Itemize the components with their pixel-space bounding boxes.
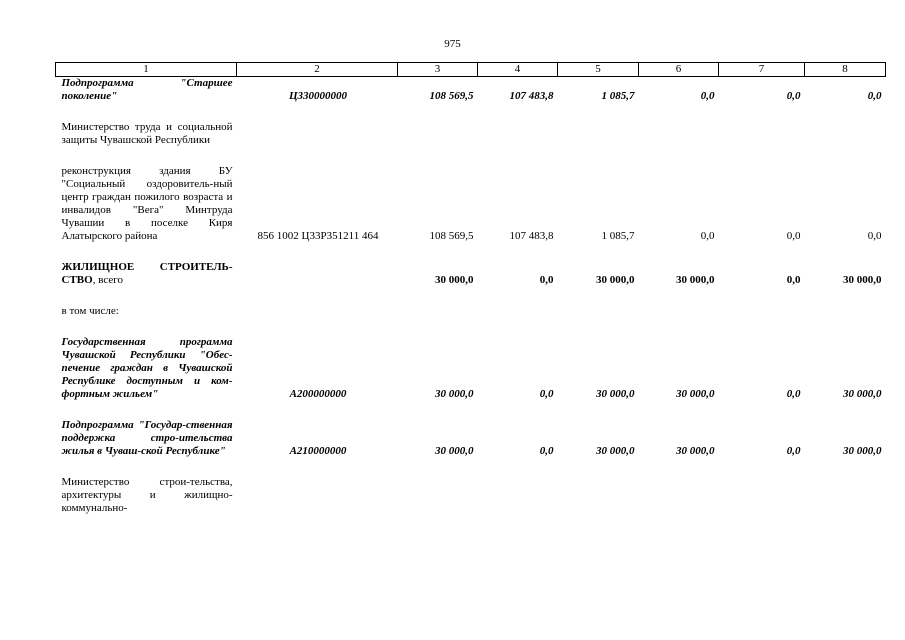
budget-table xyxy=(55,62,886,515)
row-value: 30 000,0 xyxy=(596,388,635,400)
row-value: 108 569,5 xyxy=(429,90,474,102)
row-value: 30 000,0 xyxy=(676,274,715,286)
row-value: 30 000,0 xyxy=(596,274,635,286)
row-value: 30 000,0 xyxy=(843,274,882,286)
table-row xyxy=(56,419,886,458)
row-code: А200000000 xyxy=(289,388,347,400)
table-row xyxy=(56,165,886,243)
column-header: 7 xyxy=(719,63,805,77)
row-value: 0,0 xyxy=(786,230,801,242)
row-code: 856 1002 Ц33Р351211 464 xyxy=(257,230,379,242)
table-row xyxy=(56,261,886,287)
column-header: 3 xyxy=(398,63,478,77)
table-row xyxy=(56,476,886,515)
row-value: 0,0 xyxy=(539,445,554,457)
row-name: Министерство строи-тельства, архитектуры и жилищно-коммунально- xyxy=(61,476,233,514)
row-code: Ц330000000 xyxy=(288,90,348,102)
row-value: 0,0 xyxy=(539,274,554,286)
row-name: в том числе: xyxy=(61,305,119,317)
page-number: 975 xyxy=(444,38,461,50)
row-value: 30 000,0 xyxy=(676,388,715,400)
row-value: 30 000,0 xyxy=(843,388,882,400)
row-value: 0,0 xyxy=(867,230,882,242)
column-header: 1 xyxy=(56,63,237,77)
row-value: 108 569,5 xyxy=(429,230,474,242)
row-value: 107 483,8 xyxy=(509,230,554,242)
row-value: 0,0 xyxy=(700,90,715,102)
row-value: 0,0 xyxy=(786,274,801,286)
row-value: 107 483,8 xyxy=(509,90,554,102)
row-value: 30 000,0 xyxy=(435,445,474,457)
row-name xyxy=(56,261,237,287)
row-value: 1 085,7 xyxy=(601,90,635,102)
table-row xyxy=(56,121,886,147)
row-name: Государственная программа Чувашской Республики "Обес-печение граждан в Чувашской Республике доступным и ком-фортным жильем" xyxy=(61,336,233,400)
row-value: 1 085,7 xyxy=(601,230,635,242)
row-code: А210000000 xyxy=(289,445,347,457)
row-value: 30 000,0 xyxy=(435,274,474,286)
column-number-row xyxy=(56,63,886,77)
row-name: Министерство труда и социальной защиты Чувашской Республики xyxy=(61,121,233,146)
row-value: 0,0 xyxy=(786,388,801,400)
column-header: 4 xyxy=(478,63,558,77)
column-header: 2 xyxy=(237,63,398,77)
row-value: 30 000,0 xyxy=(843,445,882,457)
column-header: 6 xyxy=(639,63,719,77)
table-row xyxy=(56,77,886,104)
column-header: 8 xyxy=(805,63,886,77)
row-value: 30 000,0 xyxy=(676,445,715,457)
row-name-suffix: , всего xyxy=(92,274,123,286)
table-row xyxy=(56,336,886,401)
row-value: 30 000,0 xyxy=(596,445,635,457)
row-name-main: ЖИЛИЩНОЕ СТРОИТЕЛЬ-СТВО xyxy=(61,261,233,286)
row-value: 0,0 xyxy=(700,230,715,242)
row-name: Подпрограмма "Государ-ственная поддержка стро-ительства жилья в Чуваш-ской Республике" xyxy=(61,419,233,457)
row-value: 0,0 xyxy=(539,388,554,400)
row-name: реконструкция здания БУ "Социальный оздоровитель-ный центр граждан пожилого возраста и инвалидов "Вега" Минтруда Чувашии в поселке Киря Алатырского района xyxy=(61,165,233,242)
row-value: 30 000,0 xyxy=(435,388,474,400)
row-value: 0,0 xyxy=(867,90,882,102)
table-row xyxy=(56,305,886,318)
column-header: 5 xyxy=(558,63,639,77)
row-name: Подпрограмма "Старшее поколение" xyxy=(61,77,233,102)
row-value: 0,0 xyxy=(786,445,801,457)
row-value: 0,0 xyxy=(786,90,801,102)
